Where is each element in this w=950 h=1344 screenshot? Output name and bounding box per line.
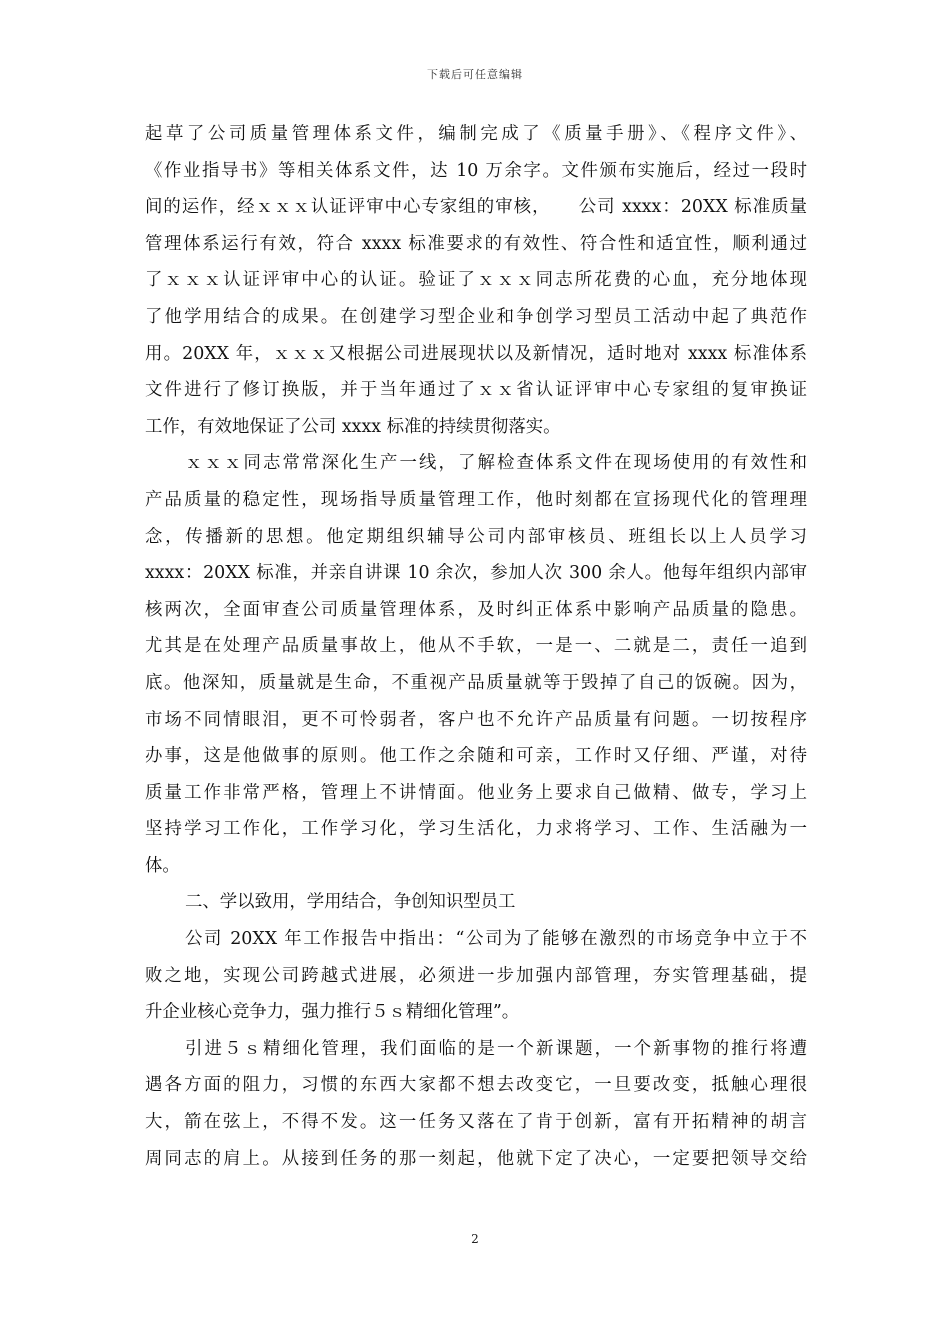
text-line: 管理体系运行有效，符合 xxxx 标准要求的有效性、符合性和适宜性，顺利通过 — [145, 233, 807, 254]
text-line: 间的运作，经ｘｘｘ认证评审中心专家组的审核， 公司 xxxx：20XX 标准质量 — [145, 197, 807, 218]
text-line: 尤其是在处理产品质量事故上，他从不手软，一是一、二就是二，责任一追到 — [145, 636, 807, 657]
text-line: 升企业核心竞争力，强力推行５ｓ精细化管理”。 — [145, 1002, 520, 1023]
text-line: 念，传播新的思想。他定期组织辅导公司内部审核员、班组长以上人员学习 — [145, 526, 807, 547]
text-line: 坚持学习工作化，工作学习化，学习生活化，力求将学习、工作、生活融为一 — [145, 819, 807, 840]
document-body — [145, 116, 807, 1177]
text-line: 文件进行了修订换版，并于当年通过了ｘｘ省认证评审中心专家组的复审换证 — [145, 380, 807, 401]
text-line: 办事，这是他做事的原则。他工作之余随和可亲，工作时又仔细、严谨，对待 — [145, 746, 807, 767]
text-line: 了他学用结合的成果。在创建学习型企业和争创学习型员工活动中起了典范作 — [145, 306, 807, 327]
text-line: 大，箭在弦上，不得不发。这一任务又落在了肯于创新，富有开拓精神的胡言 — [145, 1112, 807, 1133]
text-line: 公司 20XX 年工作报告中指出：“公司为了能够在激烈的市场竞争中立于不 — [185, 929, 807, 950]
text-line: 引进５ｓ精细化管理，我们面临的是一个新课题，一个新事物的推行将遭 — [185, 1038, 807, 1059]
text-line: 用。20XX 年，ｘｘｘ又根据公司进展现状以及新情况，适时地对 xxxx 标准体系 — [145, 343, 807, 364]
text-line: 败之地，实现公司跨越式进展，必须进一步加强内部管理，夯实管理基础，提 — [145, 965, 807, 986]
text-line: 底。他深知，质量就是生命，不重视产品质量就等于毁掉了自己的饭碗。因为， — [145, 672, 807, 693]
page-number: 2 — [471, 1232, 479, 1246]
text-line: 质量工作非常严格，管理上不讲情面。他业务上要求自己做精、做专，学习上 — [145, 782, 807, 803]
text-line: 周同志的肩上。从接到任务的那一刻起，他就下定了决心，一定要把领导交给 — [145, 1148, 807, 1169]
text-line: 工作，有效地保证了公司 xxxx 标准的持续贯彻落实。 — [145, 416, 561, 437]
text-line: ｘｘｘ同志常常深化生产一线，了解检查体系文件在现场使用的有效性和 — [185, 453, 807, 474]
text-line: 二、学以致用，学用结合，争创知识型员工 — [185, 892, 516, 913]
text-line: 市场不同情眼泪，更不可怜弱者，客户也不允许产品质量有问题。一切按程序 — [145, 709, 807, 730]
text-line: 遇各方面的阻力，习惯的东西大家都不想去改变它，一旦要改变，抵触心理很 — [145, 1075, 807, 1096]
page-header: 下载后可任意编辑 — [427, 68, 523, 81]
text-line: 了ｘｘｘ认证评审中心的认证。验证了ｘｘｘ同志所花费的心血，充分地体现 — [145, 270, 807, 291]
text-line: xxxx：20XX 标准，并亲自讲课 10 余次，参加人次 300 余人。他每年组织内部审 — [145, 563, 807, 584]
text-line: 体。 — [145, 855, 180, 876]
text-line: 《作业指导书》等相关体系文件，达 10 万余字。文件颁布实施后，经过一段时 — [145, 160, 807, 181]
text-line: 起草了公司质量管理体系文件，编制完成了《质量手册》、《程序文件》、 — [145, 124, 807, 144]
text-line: 核两次，全面审查公司质量管理体系，及时纠正体系中影响产品质量的隐患。 — [145, 599, 807, 620]
text-line: 产品质量的稳定性，现场指导质量管理工作，他时刻都在宣扬现代化的管理理 — [145, 489, 807, 510]
